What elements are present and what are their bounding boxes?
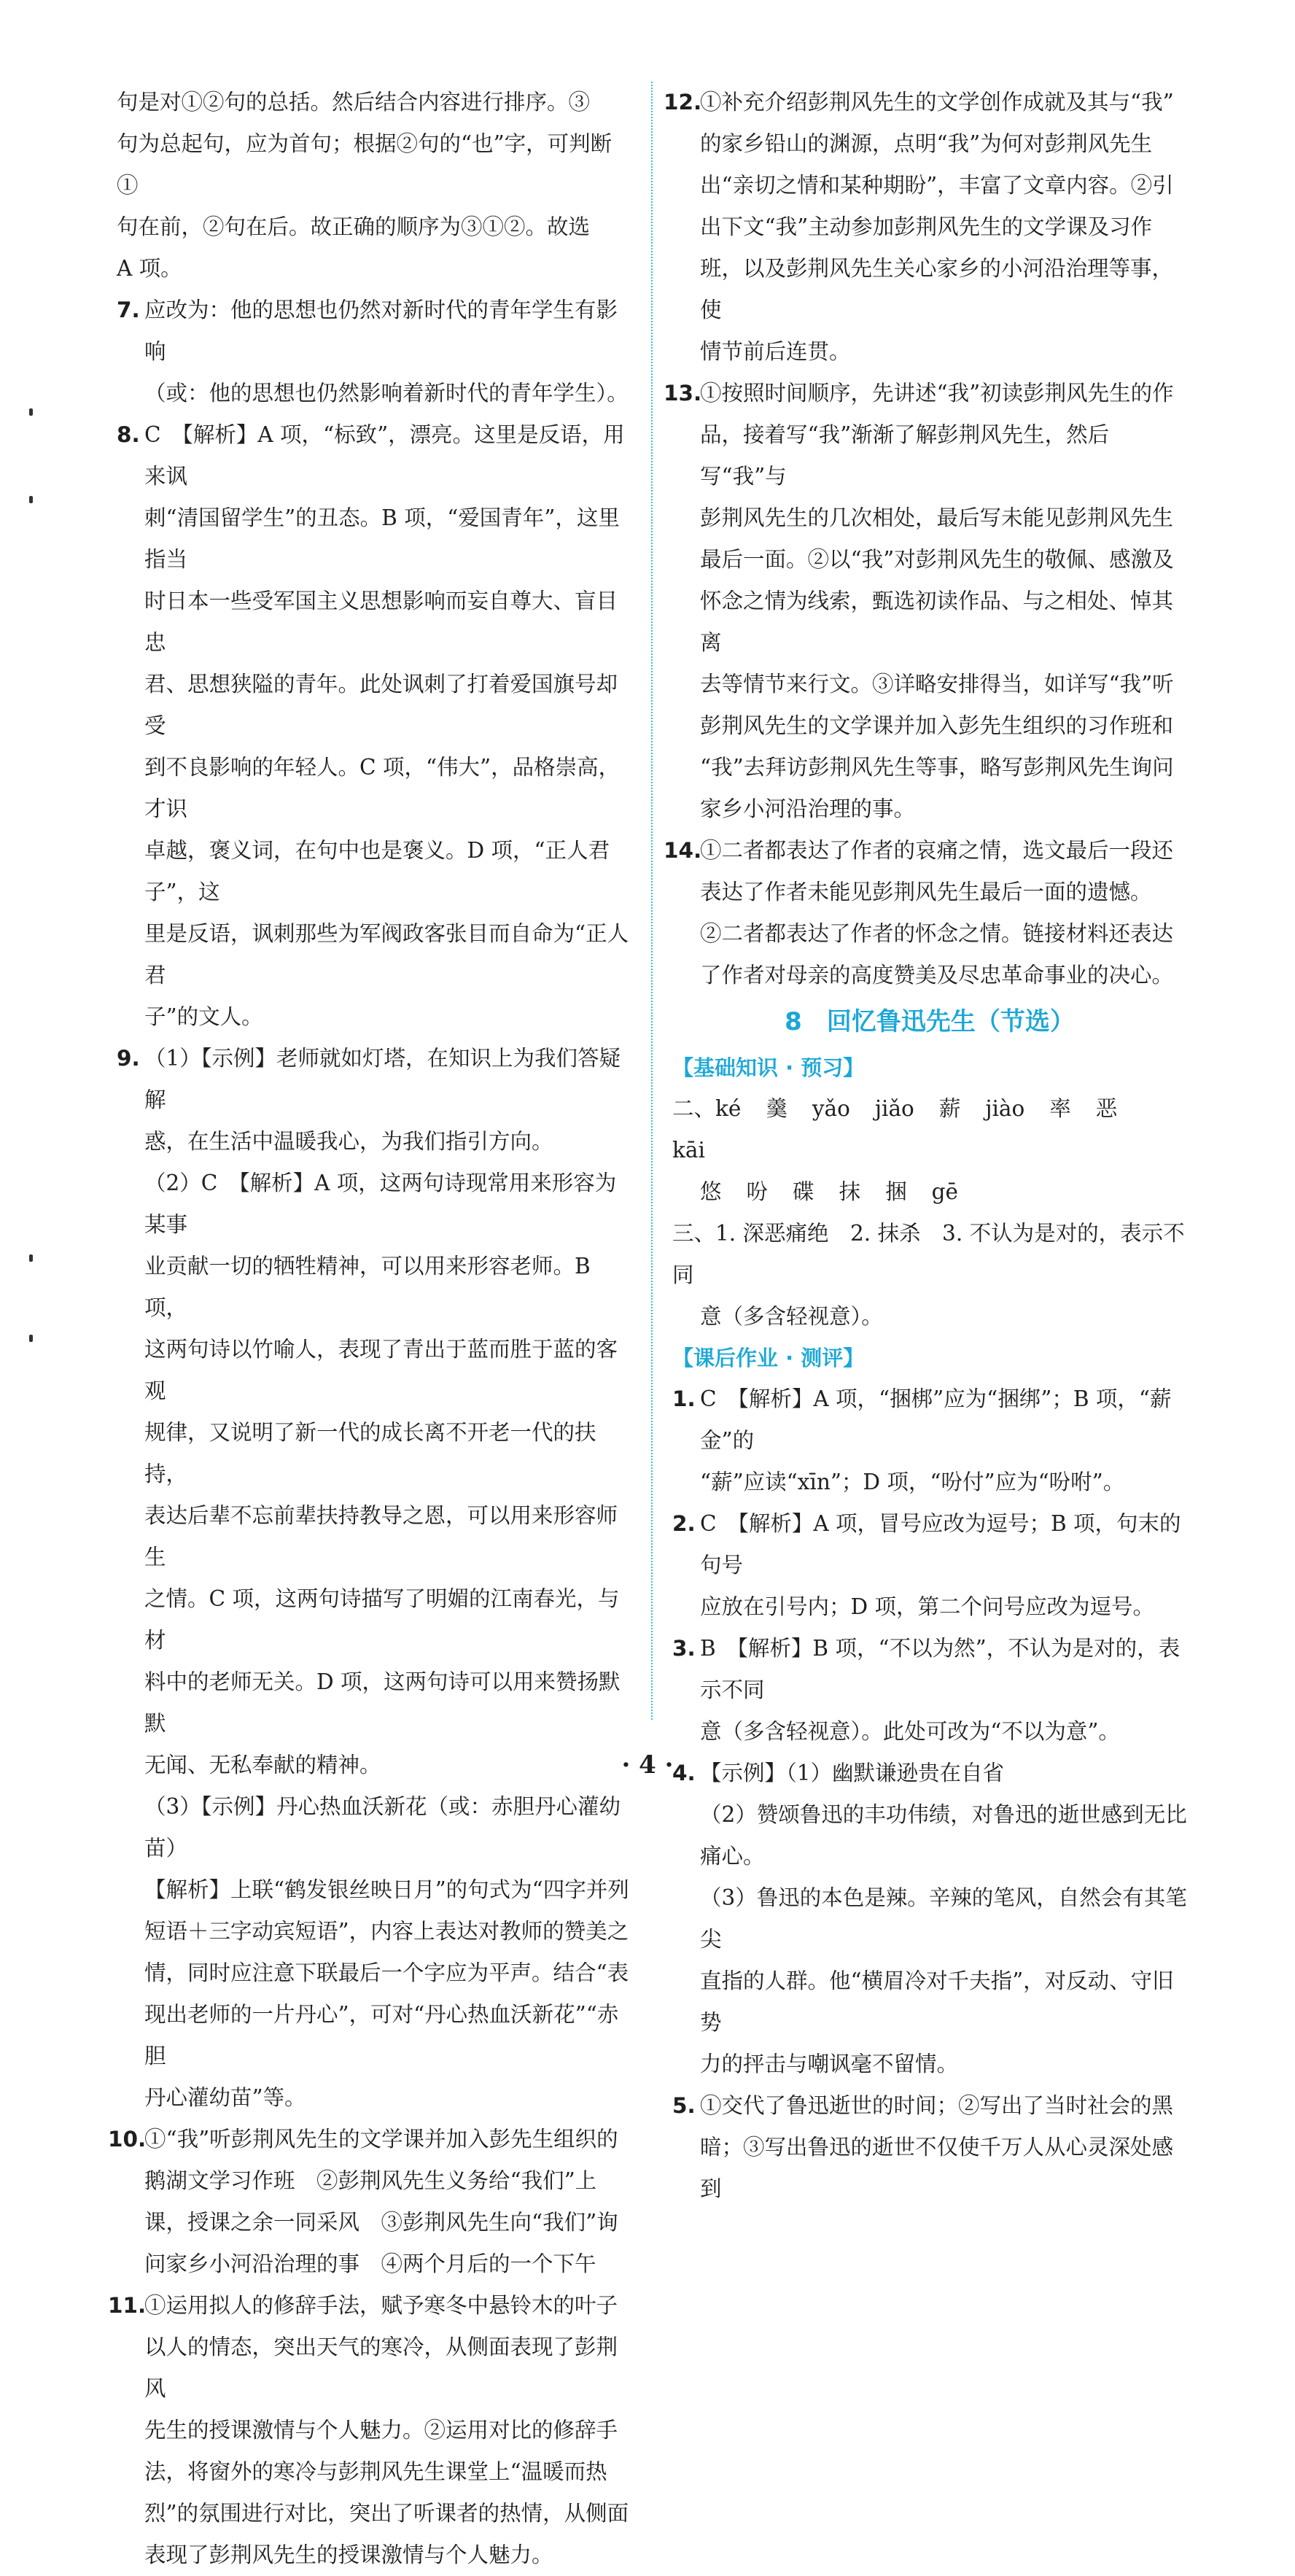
- text-line: 无闻、无私奉献的精神。: [144, 1753, 381, 1777]
- item-number: 7.: [117, 298, 140, 322]
- item-number: 8.: [117, 422, 140, 447]
- answer-item: [664, 82, 1187, 373]
- text-line: 表现了彭荆风先生的授课激情与个人魅力。: [144, 2542, 553, 2567]
- text-line: 子”的文人。: [144, 1004, 263, 1029]
- answer-item: [117, 1038, 631, 1163]
- text-line: 惑，在生活中温暖我心，为我们指引方向。: [144, 1129, 553, 1154]
- pinyin-entry: jiǎo: [874, 1096, 914, 1121]
- text-line: 暗；③写出鲁迅的逝世不仅使千万人从心灵深处感到: [700, 2135, 1174, 2201]
- pinyin-entry: kāi: [672, 1138, 705, 1163]
- text-line: 烈”的氛围进行对比，突出了听课者的热情，从侧面: [144, 2501, 629, 2526]
- text-line: 【示例】（1）幽默谦逊贵在自省: [700, 1761, 1005, 1785]
- text-line: 法，将窗外的寒冷与彭荆风先生课堂上“温暖而热: [144, 2459, 607, 2484]
- item-number: 1.: [672, 1386, 696, 1411]
- pinyin-entry: 捆: [885, 1179, 907, 1204]
- item-number: 9.: [117, 1046, 140, 1071]
- text-line: 三、1. 深恶痛绝 2. 抹杀 3. 不认为是对的，表示不同: [672, 1221, 1185, 1287]
- text-line: 鹅湖文学习作班 ②彭荆风先生义务给“我们”上: [144, 2168, 597, 2193]
- text-line: （或：他的思想也仍然影响着新时代的青年学生）。: [144, 381, 629, 406]
- pinyin-entry: 吩: [746, 1179, 769, 1204]
- text-line: 彭荆风先生的文学课并加入彭先生组织的习作班和: [700, 713, 1174, 738]
- text-line: B 【解析】B 项，“不以为然”，不认为是对的，表示不同: [700, 1636, 1181, 1702]
- sub-heading-homework: 【课后作业 · 测评】: [672, 1346, 865, 1370]
- pinyin-entry: yǎo: [812, 1096, 850, 1121]
- text-line: 里是反语，讽刺那些为军阀政客张目而自命为“正人君: [144, 921, 629, 988]
- text-line: ②二者都表达了作者的怀念之情。链接材料还表达: [700, 921, 1174, 946]
- text-line: 到不良影响的年轻人。C 项，“伟大”，品格崇高，才识: [144, 755, 621, 821]
- answer-item: [672, 1753, 1187, 2085]
- item-number: 10.: [108, 2127, 147, 2152]
- answer-item: [117, 414, 631, 1038]
- text-line: 句为总起句，应为首句；根据②句的“也”字，可判断①: [117, 131, 612, 198]
- margin-mark: [29, 1335, 33, 1342]
- text-line: 君、思想狭隘的青年。此处讽刺了打着爱国旗号却受: [144, 672, 618, 738]
- text-line: 彭荆风先生的几次相处，最后写未能见彭荆风先生: [700, 505, 1174, 530]
- pinyin-entry: 抹: [839, 1179, 861, 1204]
- pinyin-entry: 恶: [1095, 1096, 1118, 1121]
- right-top-answers: [664, 82, 1187, 996]
- answer-item: [108, 2119, 631, 2285]
- answer-item: [672, 1628, 1187, 1753]
- pinyin-entry: 悠: [700, 1179, 722, 1204]
- answer-item: [664, 830, 1187, 996]
- text-line: （2）赞颂鲁迅的丰功伟绩，对鲁迅的逝世感到无比: [700, 1802, 1187, 1827]
- basics-item-3: [672, 1213, 1187, 1338]
- text-line: 力的抨击与嘲讽毫不留情。: [700, 2052, 959, 2076]
- item-number: 11.: [108, 2293, 147, 2318]
- text-line: ①运用拟人的修辞手法，赋予寒冬中悬铃木的叶子: [144, 2293, 618, 2318]
- pinyin-entry: gē: [931, 1179, 958, 1204]
- text-line: A 项。: [117, 256, 182, 281]
- text-line: 表达后辈不忘前辈扶持教导之恩，可以用来形容师生: [144, 1503, 618, 1570]
- text-line: 短语＋三字动宾短语”，内容上表达对教师的赞美之: [144, 1919, 629, 1944]
- text-line: （3）【示例】丹心热血沃新花（或：赤胆丹心灌幼苗）: [144, 1794, 621, 1861]
- answer-item: [117, 1786, 631, 1869]
- text-line: 这两句诗以竹喻人，表现了青出于蓝而胜于蓝的客观: [144, 1337, 618, 1403]
- pinyin-entry: jiào: [985, 1096, 1025, 1121]
- item-number: 12.: [664, 90, 702, 115]
- text-line: 以人的情态，突出天气的寒冷，从侧面表现了彭荆风: [144, 2335, 618, 2401]
- answer-item: [672, 1503, 1187, 1628]
- text-line: 料中的老师无关。D 项，这两句诗可以用来赞扬默默: [144, 1669, 621, 1736]
- pinyin-entry: 碟: [793, 1179, 814, 1204]
- text-line: （1）【示例】老师就如灯塔，在知识上为我们答疑解: [144, 1046, 621, 1112]
- text-line: 情节前后连贯。: [700, 339, 851, 364]
- right-bottom-answers: [672, 1378, 1187, 2210]
- text-line: 的家乡铅山的渊源，点明“我”为何对彭荆风先生: [700, 131, 1153, 156]
- text-line: 应改为：他的思想也仍然对新时代的青年学生有影响: [144, 298, 618, 364]
- margin-mark: [29, 496, 33, 503]
- item-number: 14.: [664, 838, 702, 863]
- text-line: 句在前，②句在后。故正确的顺序为③①②。故选: [117, 214, 591, 239]
- text-line: ①按照时间顺序，先讲述“我”初读彭荆风先生的作: [700, 381, 1174, 406]
- text-line: 怀念之情为线索，甄选初读作品、与之相处、悼其离: [700, 589, 1174, 655]
- item-number: 2.: [672, 1511, 696, 1536]
- text-line: 最后一面。②以“我”对彭荆风先生的敬佩、感激及: [700, 547, 1174, 572]
- text-line: 时日本一些受军国主义思想影响而妄自尊大、盲目忠: [144, 589, 618, 655]
- text-line: 痛心。: [700, 1844, 765, 1869]
- column-divider: [651, 82, 653, 1720]
- text-line: 先生的授课激情与个人魅力。②运用对比的修辞手: [144, 2418, 618, 2443]
- text-line: 了作者对母亲的高度赞美及尽忠革命事业的决心。: [700, 963, 1174, 988]
- pinyin-row-1: [672, 1088, 1187, 1171]
- text-line: 表达了作者未能见彭荆风先生最后一面的遗憾。: [700, 880, 1152, 904]
- answer-item: [117, 82, 631, 290]
- pinyin-entry: 羹: [766, 1096, 788, 1121]
- text-line: 卓越，褒义词，在句中也是褒义。D 项，“正人君子”，这: [144, 838, 610, 904]
- text-line: 【解析】上联“鹤发银丝映日月”的句式为“四字并列: [144, 1877, 629, 1902]
- text-line: 品，接着写“我”渐渐了解彭荆风先生，然后写“我”与: [700, 422, 1110, 489]
- text-line: （3）鲁迅的本色是辣。辛辣的笔风，自然会有其笔尖: [700, 1885, 1187, 1952]
- item-number: 5.: [672, 2093, 696, 2118]
- section-title: 8 回忆鲁迅先生（节选）: [785, 1007, 1075, 1036]
- answer-item: [664, 373, 1187, 830]
- page-number: · 4 ·: [621, 1750, 674, 1780]
- item-number: 4.: [672, 1761, 696, 1785]
- text-line: 现出老师的一片丹心”，可对“丹心热血沃新花”“赤胆: [144, 2002, 619, 2068]
- text-line: “我”去拜访彭荆风先生等事，略写彭荆风先生询问: [700, 755, 1174, 780]
- answer-item: [117, 1163, 631, 1786]
- pinyin-entry: 薪: [938, 1096, 961, 1121]
- answer-item: [672, 2085, 1187, 2210]
- text-line: 意（多含轻视意）。此处可改为“不以为意”。: [700, 1719, 1120, 1744]
- answer-item: [117, 1869, 631, 2119]
- text-line: 出下文“我”主动参加彭荆风先生的文学课及习作: [700, 214, 1153, 239]
- text-line: C 【解析】A 项，“捆梆”应为“捆绑”；B 项，“薪金”的: [700, 1386, 1172, 1453]
- pinyin-entry: 二、ké: [672, 1096, 742, 1121]
- item-number: 3.: [672, 1636, 696, 1661]
- text-line: 业贡献一切的牺牲精神，可以用来形容老师。B 项，: [144, 1254, 591, 1320]
- left-column: [108, 82, 631, 2576]
- text-line: 之情。C 项，这两句诗描写了明媚的江南春光，与材: [144, 1586, 620, 1653]
- text-line: 丹心灌幼苗”等。: [144, 2085, 306, 2110]
- answer-item: [117, 290, 631, 414]
- sub-heading-basics: 【基础知识 · 预习】: [672, 1055, 865, 1080]
- right-column: [664, 82, 1187, 2210]
- text-line: 意（多含轻视意）。: [700, 1304, 883, 1329]
- pinyin-row-2: [672, 1171, 1187, 1213]
- text-line: 去等情节来行文。③详略安排得当，如详写“我”听: [700, 672, 1174, 697]
- text-line: 应放在引号内；D 项，第二个问号应改为逗号。: [700, 1594, 1155, 1619]
- text-line: ①交代了鲁迅逝世的时间；②写出了当时社会的黑: [700, 2093, 1174, 2118]
- text-line: ①补充介绍彭荆风先生的文学创作成就及其与“我”: [700, 90, 1174, 115]
- item-number: 13.: [664, 381, 702, 406]
- text-line: C 【解析】A 项，冒号应改为逗号；B 项，句末的句号: [700, 1511, 1181, 1578]
- text-line: 情，同时应注意下联最后一个字应为平声。结合“表: [144, 1960, 629, 1985]
- text-line: “薪”应读“xīn”；D 项，“吩付”应为“吩咐”。: [700, 1470, 1125, 1494]
- text-line: 刺“清国留学生”的丑态。B 项，“爱国青年”，这里指当: [144, 505, 620, 572]
- text-line: 家乡小河沿治理的事。: [700, 796, 916, 821]
- text-line: 班，以及彭荆风先生关心家乡的小河沿治理等事，使: [700, 256, 1174, 322]
- text-line: （2）C 【解析】A 项，这两句诗现常用来形容为某事: [144, 1171, 617, 1237]
- text-line: 句是对①②句的总括。然后结合内容进行排序。③: [117, 90, 591, 115]
- text-line: 课，授课之余一同采风 ③彭荆风先生向“我们”询: [144, 2210, 618, 2235]
- margin-mark: [29, 1254, 33, 1262]
- text-line: ①二者都表达了作者的哀痛之情，选文最后一段还: [700, 838, 1174, 863]
- text-line: 直指的人群。他“横眉冷对千夫指”，对反动、守旧势: [700, 1968, 1174, 2035]
- text-line: 规律，又说明了新一代的成长离不开老一代的扶持，: [144, 1420, 596, 1486]
- text-line: 问家乡小河沿治理的事 ④两个月后的一个下午: [144, 2251, 596, 2276]
- answer-item: [108, 2285, 631, 2576]
- text-line: ①“我”听彭荆风先生的文学课并加入彭先生组织的: [144, 2127, 618, 2152]
- text-line: 出“亲切之情和某种期盼”，丰富了文章内容。②引: [700, 173, 1174, 198]
- text-line: C 【解析】A 项，“标致”，漂亮。这里是反语，用来讽: [144, 422, 625, 489]
- margin-mark: [29, 408, 33, 416]
- answer-item: [672, 1378, 1187, 1503]
- pinyin-entry: 率: [1049, 1096, 1071, 1121]
